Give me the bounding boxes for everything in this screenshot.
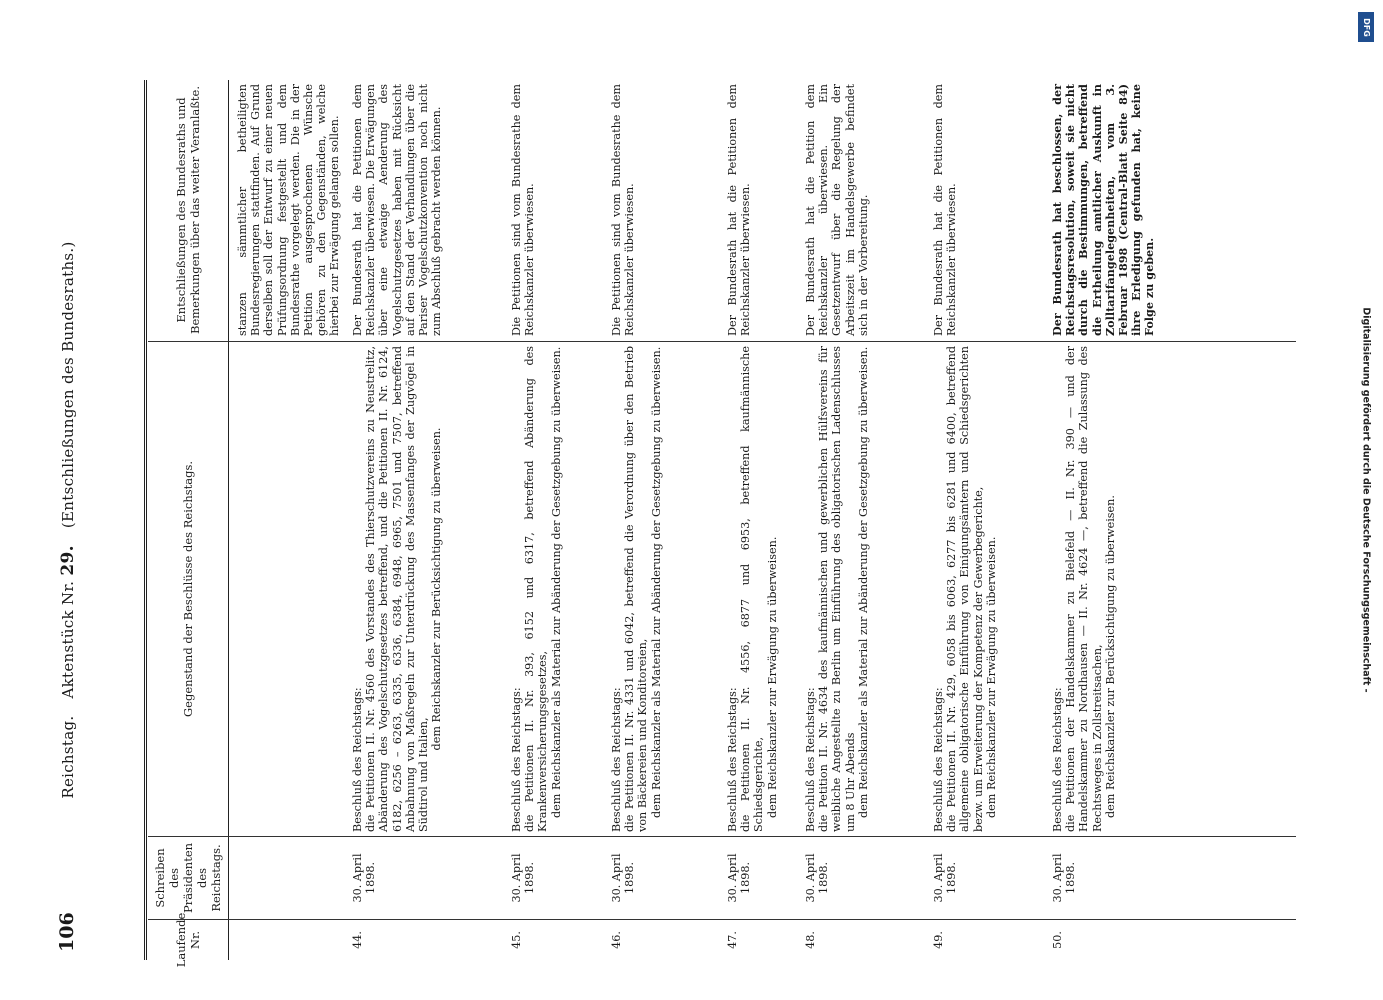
subject-head: Beschluß des Reichstags: [1051,687,1064,832]
row-subject [510,346,563,832]
row-nr: 49. [932,931,945,949]
page-header [50,80,90,960]
subject-body: die Petitionen II. Nr. 393, 6152 und 6317, betreffend Abänderung des Krankenversicherungsgesetzes, [523,346,550,832]
col-divider-2 [148,836,1296,837]
running-num: 29. [58,545,78,576]
dfg-logo-text: DFG [1361,17,1371,37]
row-result: Der Bundesrath hat die Petitionen dem Reichskanzler überwiesen. Die Erwägungen über eine etwaige Aenderung des Vogelschutzgesetzes haben mit Rücksicht auf den Stand der Verhandlungen über die Pariser Vogelschutzkonvention noch nicht zum Abschluß gebracht werden können. [351,84,444,336]
row-subject [726,346,779,832]
row-result: Der Bundesrath hat beschlossen, der Reichstagsresolution, soweit sie nicht durch die Bestimmungen, betreffend die Ertheilung amtlicher Auskunft in Zolltarifangelegenheiten, vom 3. Februar 1898 (Central-Blatt Seite 84) ihre Erledigung gefunden hat, keine Folge zu geben. [1050,84,1157,336]
row-date: 30. April 1898. [804,853,831,903]
subject-head: Beschluß des Reichstags: [726,687,739,832]
row-date: 30. April 1898. [610,853,637,903]
header-nr: Laufende Nr. [174,912,202,968]
subject-head: Beschluß des Reichstags: [610,687,623,832]
row-result: Der Bundesrath hat die Petitionen dem Reichskanzler überwiesen. [726,84,753,336]
dfg-logo [1358,12,1374,42]
subject-body: die Petitionen der Handelskammer zu Bielefeld — II. Nr. 390 — und der Handelskammer zu Nordhausen — II. Nr. 4624 —, betreffend die Zulassung des Rechtsweges in Zollstreitsachen, [1064,346,1104,832]
continuation-text: stanzen sämmtlicher betheiligten Bundesregierungen stattfinden. Auf Grund derselben soll der Entwurf zu einer neuen Prüfungsordnung festgestellt und dem Bundesrathe vorgelegt werden. Die in der Petition ausgesprochenen Wünsche gehören zu den Gegenständen, welche hierbei zur Erwägung gelangen sollen. [236,84,342,336]
subject-body: die Petition II. Nr. 4634 des kaufmännischen und gewerblichen Hülfsvereins für weibliche Angestellte zu Berlin um Einführung des obligatorischen Ladenschlusses um 8 Uhr Abends [817,346,857,832]
page-number: 106 [56,912,78,952]
row-result: Der Bundesrath hat die Petitionen dem Reichskanzler überwiesen. [932,84,959,336]
col-divider-3 [148,341,1296,342]
row-result: Der Bundesrath hat die Petition dem Reichskanzler überwiesen. Ein Gesetzentwurf über die Regelung der Arbeitszeit im Handelsgewerbe befindet sich in der Vorbereitung. [804,84,870,336]
row-result: Die Petitionen sind vom Bundesrathe dem Reichskanzler überwiesen. [610,84,637,336]
running-left: Reichstag. [59,715,77,799]
subject-head: Beschluß des Reichstags: [932,687,945,832]
subject-tail: dem Reichskanzler zur Berücksichtigung zu überweisen. [1103,495,1117,818]
row-nr: 46. [610,931,623,949]
subject-tail: dem Reichskanzler zur Berücksichtigung zu überweisen. [430,427,444,751]
subject-body: die Petitionen II. Nr. 4556, 6877 und 6953, betreffend kaufmännische Schiedsgerichte, [739,346,766,832]
subject-tail: dem Reichskanzler als Material zur Abänderung der Gesetzgebung zu überweisen. [649,346,663,818]
row-nr: 50. [1051,931,1064,949]
row-subject [1051,346,1117,832]
row-result: Die Petitionen sind vom Bundesrathe dem Reichskanzler überwiesen. [510,84,537,336]
col-divider-1 [148,919,1296,920]
header-subject: Gegenstand der Beschlüsse des Reichstags. [181,460,195,718]
row-date: 30. April 1898. [932,853,959,903]
row-subject [351,346,443,832]
subject-head: Beschluß des Reichstags: [351,687,364,832]
subject-head: Beschluß des Reichstags: [510,687,523,832]
subject-body: die Petitionen II. Nr. 429, 6058 bis 6063, 6277 bis 6281 und 6400, betreffend allgemeine obligatorische Einführung von Einigungsämtern und Schiedsgerichten bezw. um Erweiterung der Kompetenz der Gewerbegerichte, [945,346,985,832]
running-mid: Aktenstück Nr. [59,580,77,699]
row-nr: 48. [804,931,817,949]
subject-tail: dem Reichskanzler zur Erwägung zu überweisen. [984,536,998,818]
running-right: (Entschließungen des Bundesraths.) [59,241,77,529]
resolutions-table [96,80,1296,968]
running-title [58,80,78,960]
row-subject [804,346,870,832]
subject-head: Beschluß des Reichstags: [804,687,817,832]
row-nr: 44. [351,931,364,949]
subject-body: die Petitionen II. Nr. 4331 und 6042, betreffend die Verordnung über den Betrieb von Bäckereien und Konditoreien, [623,346,650,832]
row-date: 30. April 1898. [351,853,378,903]
header-date: Schreiben des Präsidenten des Reichstags. [153,842,223,914]
subject-body: die Petitionen II. Nr. 4560 des Vorstandes des Thierschutzvereins zu Neustrelitz, Abänderung des Vogelschutzgesetzes betreffend, und die Petitionen II. Nr. 6124, 6182, 6256 – 6263, 6335, 6336, 6384, 6948, 6965, 7501 und 7507, betreffend Anbahnung von Maßregeln zur Unterdrückung des Massenfanges der Zugvögel in Südtirol und Italien, [364,346,431,832]
subject-tail: dem Reichskanzler zur Erwägung zu überweisen. [765,536,779,818]
subject-tail: dem Reichskanzler als Material zur Abänderung der Gesetzgebung zu überweisen. [856,346,870,818]
rotated-page [50,80,1305,968]
row-date: 30. April 1898. [1051,853,1078,903]
row-subject [610,346,663,832]
digitization-credit: Digitalisierung gefördert durch die Deutsche Forschungsgemeinschaft - [1360,307,1372,693]
row-nr: 45. [510,931,523,949]
header-result: Entschließungen des Bundesraths und Bemerkungen über das weiter Veranlaßte. [174,86,202,334]
row-date: 30. April 1898. [726,853,753,903]
row-date: 30. April 1898. [510,853,537,903]
subject-tail: dem Reichskanzler als Material zur Abänderung der Gesetzgebung zu überweisen. [549,346,563,818]
header-rule-bottom [228,80,229,960]
row-nr: 47. [726,931,739,949]
row-subject [932,346,998,832]
header-rule-top [144,80,147,960]
